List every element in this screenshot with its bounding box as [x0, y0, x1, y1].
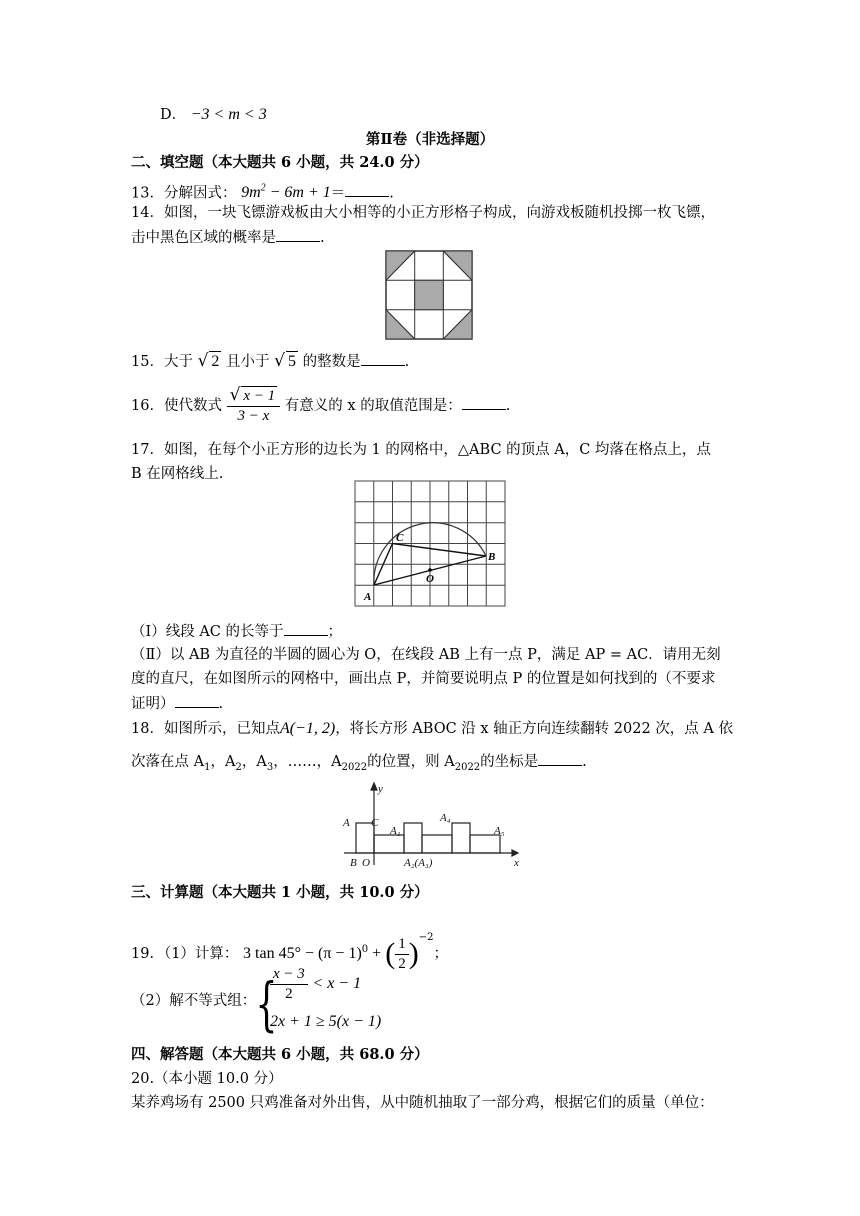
q18-text-c: 次落在点 A: [131, 754, 205, 770]
q14-tail: .: [320, 230, 325, 246]
label-y: y: [378, 783, 383, 795]
q16-text-a: 16．使代数式: [131, 398, 222, 414]
q19-tail: ；: [433, 946, 448, 962]
label-a1: A₁: [390, 825, 401, 837]
dartboard-figure: [385, 250, 473, 340]
answer-blank[interactable]: [345, 182, 389, 197]
q19-plus: +: [368, 945, 386, 962]
q17-part1-tail: ；: [327, 624, 343, 640]
q15-text-b: 且小于: [226, 354, 270, 370]
q19-expr-b: (π − 1): [318, 945, 362, 962]
label-o: O: [426, 573, 434, 585]
q18-point: A(−1, 2): [279, 720, 336, 737]
system-brace: {: [255, 970, 278, 1038]
q18-sub2: 2: [235, 761, 242, 773]
answer-blank[interactable]: [538, 751, 582, 766]
q19-expr-a: 3 tan 45° −: [243, 945, 319, 962]
q18-text-b: ，将长方形 ABOC 沿 x 轴正方向连续翻转 2022 次，点 A 依: [335, 721, 733, 737]
q19-exp0: 0: [361, 944, 369, 956]
q18-line1: [131, 719, 733, 739]
q13: 13．分解因式： $9m^2 - 6m + 1=$ .: [131, 183, 394, 202]
q18-text-f: ，……，A: [273, 754, 342, 770]
q14-line2: [131, 227, 325, 248]
label-o: O: [362, 857, 370, 869]
q17-line2: B 在网格线上.: [131, 466, 224, 482]
q17-line1: 17．如图，在每个小正方形的边长为 1 的网格中，△ABC 的顶点 A，C 均落在格点上，点: [131, 442, 711, 458]
section2-title: 二、填空题（本大题共 6 小题，共 24.0 分）: [131, 154, 429, 171]
q19-part1-label: 19．（1）计算：: [131, 946, 239, 962]
q18-sub2022-a: 2022: [341, 761, 368, 773]
q18-sub2022-b: 2022: [454, 761, 481, 773]
q18-sub1: 1: [204, 761, 211, 773]
q19-frac-den: 2: [398, 955, 406, 972]
q17-part2-line2: 度的直尺，在如图所示的网格中，画出点 P，并简要说明点 P 的位置是如何找到的（不要求: [131, 671, 716, 687]
answer-blank[interactable]: [284, 621, 328, 636]
label-a: A: [343, 817, 350, 829]
q17-part1: [131, 621, 342, 642]
inequality-2: 2x + 1 ≥ 5(x − 1): [270, 1013, 382, 1030]
q15: 15．大于 √ 2 且小于 √ 5 的整数是 .: [131, 351, 410, 371]
q13-tail: .: [389, 185, 394, 202]
q18-text-g: 的位置，则 A: [367, 754, 455, 770]
q18-line2: [131, 751, 587, 778]
label-b: B: [488, 551, 496, 563]
q15-tail: .: [404, 354, 410, 370]
label-b: B: [350, 857, 357, 869]
answer-blank[interactable]: [361, 351, 405, 366]
inequality-1: [270, 964, 361, 1006]
q18-text-h: 的坐标是: [480, 754, 539, 770]
q19-frac-num: 1: [395, 935, 409, 955]
label-c: C: [371, 817, 379, 829]
label-a4: A₄: [440, 812, 451, 824]
q16-tail: .: [505, 398, 511, 414]
label-a: A: [364, 591, 372, 603]
option-label: D．: [160, 107, 187, 123]
answer-blank[interactable]: [462, 395, 506, 410]
label-a2a3: A₂(A₃): [404, 857, 433, 869]
q14-text: 击中黑色区域的概率是: [131, 230, 276, 246]
section4-title: 四、解答题（本大题共 6 小题，共 68.0 分）: [131, 1046, 429, 1063]
q18-text-d: ，A: [210, 754, 236, 770]
q17-part2-line3: [131, 693, 223, 714]
option-expr: −3 < m < 3: [190, 106, 267, 123]
q18-sub3: 3: [266, 761, 274, 773]
q20-head: 20.（本小题 10.0 分）: [131, 1071, 283, 1087]
q13-text: 13．分解因式：: [131, 185, 237, 202]
q18-text-e: ，A: [241, 754, 267, 770]
label-a5: A₅: [494, 825, 505, 837]
q17-part2-text: 证明）: [131, 696, 175, 712]
q15-text-a: 15．大于: [131, 354, 193, 370]
answer-blank[interactable]: [276, 227, 320, 242]
q18-text-a: 18．如图所示，已知点: [131, 721, 280, 737]
q19-part1: 19．（1）计算： 3 $\tan 45^\circ - (\pi - 1)^0$ + ( $\frac{1}{2}$ )$^{-2}$；: [131, 932, 448, 972]
q19-fraction: [395, 935, 409, 974]
rectangle-flip-figure: [338, 780, 524, 870]
option-d: [160, 105, 267, 125]
ineq1-num: x − 3: [270, 965, 308, 985]
q19-exp: −2: [418, 932, 434, 943]
q18-tail: .: [582, 754, 587, 770]
part2-title: 第Ⅱ卷（非选择题）: [365, 131, 495, 148]
q16-text-b: 有意义的 x 的取值范围是：: [284, 398, 462, 414]
q16: [131, 384, 510, 428]
q20-line1: 某养鸡场有 2500 只鸡准备对外出售，从中随机抽取了一部分鸡，根据它们的质量（单位：: [131, 1095, 714, 1111]
answer-blank[interactable]: [175, 693, 219, 708]
q17-part1-text: （Ⅰ）线段 AC 的长等于: [131, 624, 284, 640]
q17-part2-tail: .: [218, 696, 224, 712]
section3-title: 三、计算题（本大题共 1 小题，共 10.0 分）: [131, 884, 429, 901]
q19-part2-label: （2）解不等式组：: [131, 993, 257, 1009]
q15-text-c: 的整数是: [302, 354, 361, 370]
q17-part2-line1: （Ⅱ）以 AB 为直径的半圆的圆心为 O，在线段 AB 上有一点 P，满足 AP = AC．请用无刻: [131, 647, 721, 663]
ineq1-rhs: < x − 1: [312, 975, 362, 992]
label-c: C: [396, 532, 404, 544]
ineq1-den: 2: [285, 985, 293, 1002]
q13-equals: ＝: [330, 185, 346, 202]
grid-triangle-figure: [354, 480, 506, 608]
q16-fraction: $\frac{√ x - 1}{3 - x}$: [227, 386, 281, 426]
label-x: x: [514, 857, 519, 869]
q14-line1: 14．如图，一块飞镖游戏板由大小相等的小正方形格子构成，向游戏板随机投掷一枚飞镖，: [131, 205, 715, 221]
